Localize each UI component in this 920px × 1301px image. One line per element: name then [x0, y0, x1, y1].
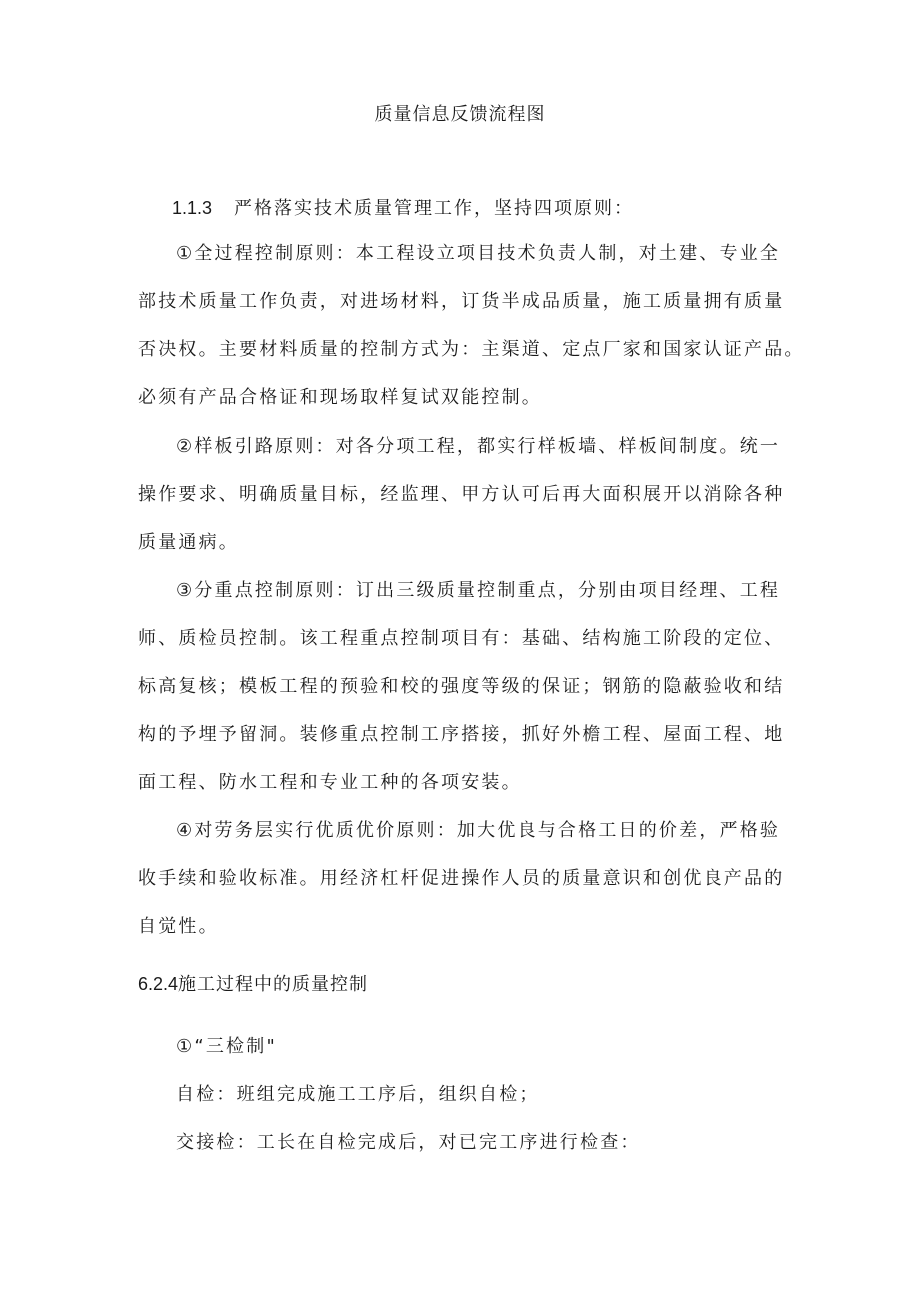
paragraph-line: 操作要求、明确质量目标，经监理、甲方认可后再大面积展开以消除各种 — [138, 484, 785, 505]
paragraph-line: 质量通病。 — [138, 532, 239, 553]
paragraph-quality-price — [138, 815, 788, 959]
paragraph-line: 收手续和验收标准。用经济杠杆促进操作人员的质量意识和创优良产品的 — [138, 868, 785, 889]
subsection-heading — [138, 968, 368, 1001]
paragraph-line: 自觉性。 — [138, 916, 219, 937]
paragraph-line: 否决权。主要材料质量的控制方式为：主渠道、定点厂家和国家认证产品。 — [138, 339, 805, 360]
paragraph-whole-process-control — [138, 238, 805, 430]
check-item: 交接检：工长在自检完成后，对已完工序进行检查： — [176, 1132, 641, 1153]
paragraph-line: ③分重点控制原则：订出三级质量控制重点，分别由项目经理、工程 — [176, 580, 781, 601]
paragraph-line: 部技术质量工作负责，对进场材料，订货半成品质量，施工质量拥有质量 — [138, 291, 785, 312]
section-title: 严格落实技术质量管理工作，坚持四项原则： — [234, 198, 635, 219]
figure-caption: 质量信息反馈流程图 — [374, 104, 546, 125]
paragraph-line: ①全过程控制原则：本工程设立项目技术负责人制，对土建、专业全 — [176, 243, 781, 264]
paragraph-key-point-control — [138, 575, 788, 815]
paragraph-line: 标高复核；模板工程的预验和校的强度等级的保证；钢筋的隐蔽验收和结 — [138, 676, 785, 697]
section-heading — [172, 195, 634, 222]
paragraph-line: 必须有产品合格证和现场取样复试双能控制。 — [138, 387, 542, 408]
paragraph-line: 构的予埋予留洞。装修重点控制工序搭接，抓好外檐工程、屋面工程、地 — [138, 724, 785, 745]
three-check-system — [138, 1031, 788, 1175]
paragraph-line: ④对劳务层实行优质优价原则：加大优良与合格工日的价差，严格验 — [176, 820, 781, 841]
paragraph-line: 面工程、防水工程和专业工种的各项安装。 — [138, 772, 522, 793]
subsection-number: 6.2.4 — [138, 974, 179, 994]
paragraph-sample-guidance — [138, 431, 788, 575]
three-check-heading: ①“三检制" — [176, 1036, 277, 1057]
subsection-title: 施工过程中的质量控制 — [178, 974, 369, 995]
section-number: 1.1.3 — [172, 198, 213, 218]
paragraph-line: ②样板引路原则：对各分项工程，都实行样板墙、样板间制度。统一 — [176, 436, 781, 457]
check-item: 自检：班组完成施工工序后，组织自检； — [176, 1084, 540, 1105]
paragraph-line: 师、质检员控制。该工程重点控制项目有：基础、结构施工阶段的定位、 — [138, 628, 785, 649]
